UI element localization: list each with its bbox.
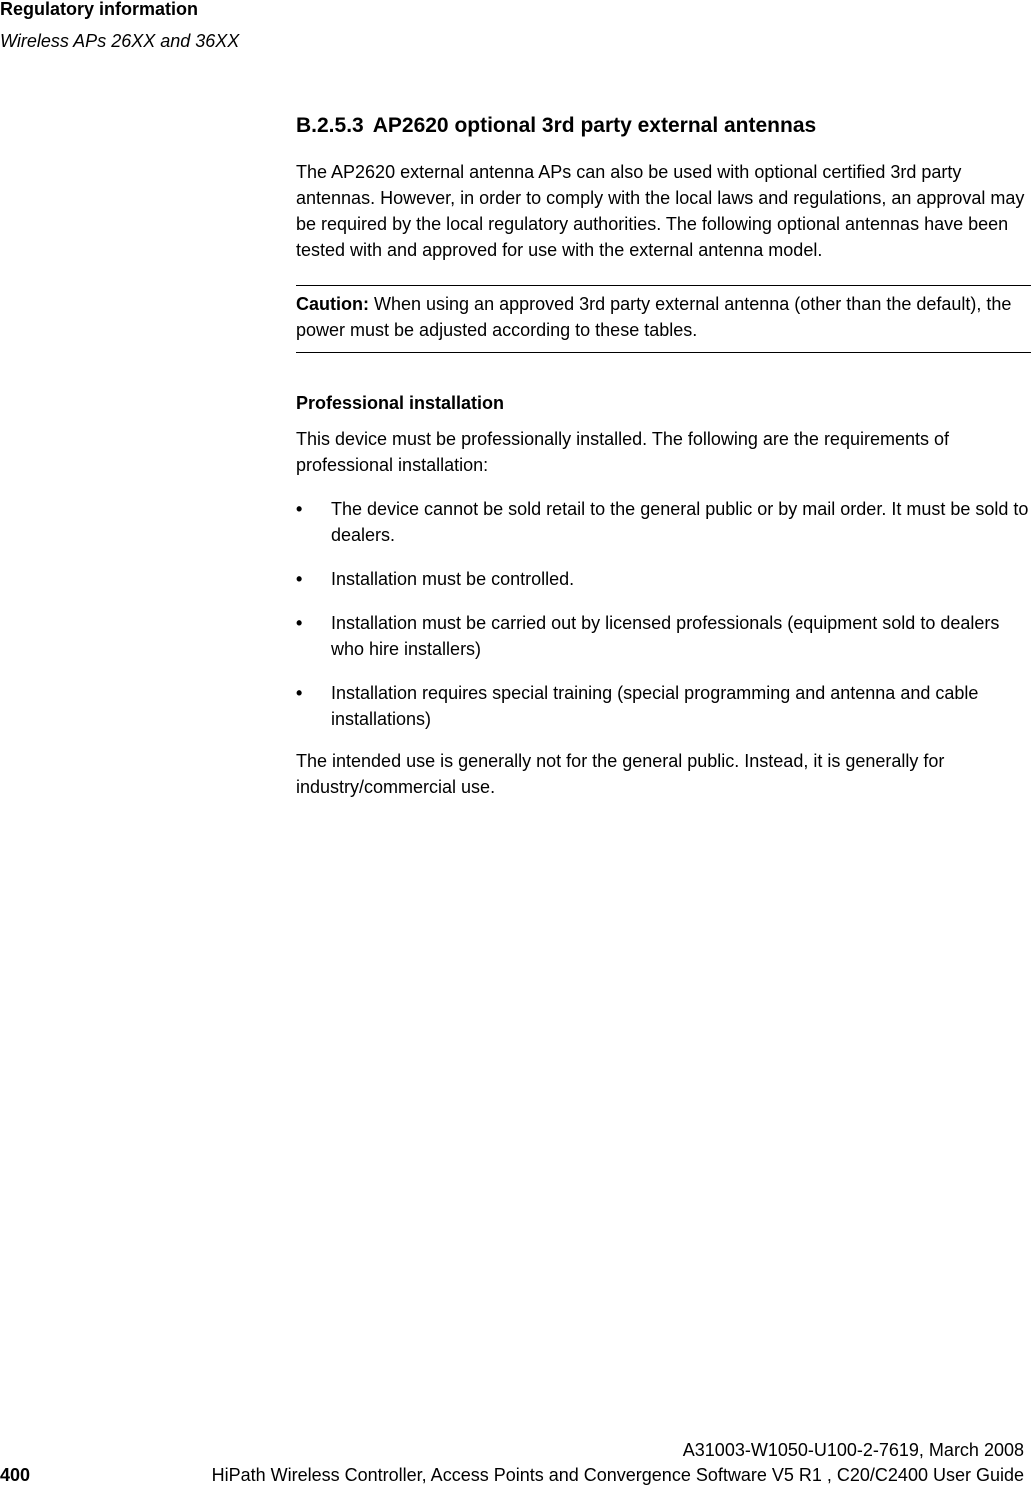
- bullet-icon: •: [296, 569, 303, 589]
- section-title: AP2620 optional 3rd party external antennas: [372, 114, 817, 137]
- running-header-section: Regulatory information: [0, 0, 199, 19]
- section-heading: [296, 112, 1031, 140]
- intro-paragraph: The AP2620 external antenna APs can also be used with optional certified 3rd party antennas. However, in order to comply with the local laws and regulations, an approval may be required by the local regulatory authorities. The following optional antennas have been tested with and approved for use with the external antenna model.: [296, 162, 1025, 260]
- main-content: [296, 112, 1031, 800]
- list-item-text: Installation requires special training (special programming and antenna and cable installations): [331, 683, 979, 729]
- section-number: B.2.5.3: [296, 114, 364, 137]
- requirements-list: [296, 496, 1031, 732]
- list-item: [296, 496, 1031, 548]
- list-item: [296, 680, 1031, 732]
- list-item-text: Installation must be controlled.: [331, 569, 575, 589]
- caution-note: [296, 285, 1031, 353]
- footer-document-id: A31003-W1050-U100-2-7619, March 2008: [682, 1440, 1024, 1460]
- list-item: [296, 566, 1031, 592]
- caution-text: When using an approved 3rd party external antenna (other than the default), the power must be adjusted according to these tables.: [296, 294, 1012, 340]
- professional-installation-heading: Professional installation: [296, 393, 505, 413]
- installation-intro-paragraph: This device must be professionally installed. The following are the requirements of professional installation:: [296, 429, 950, 475]
- caution-label: Caution:: [296, 294, 369, 314]
- list-item-text: The device cannot be sold retail to the general public or by mail order. It must be sold to dealers.: [331, 499, 1029, 545]
- bullet-icon: •: [296, 683, 303, 703]
- footer-page-number: 400: [0, 1465, 31, 1485]
- closing-paragraph: The intended use is generally not for the general public. Instead, it is generally for industry/commercial use.: [296, 751, 945, 797]
- bullet-icon: •: [296, 613, 303, 633]
- bullet-icon: •: [296, 499, 303, 519]
- list-item: [296, 610, 1031, 662]
- footer-guide-title: HiPath Wireless Controller, Access Points and Convergence Software V5 R1 , C20/C2400 User Guide: [211, 1465, 1024, 1485]
- running-header-subsection: Wireless APs 26XX and 36XX: [0, 31, 240, 51]
- list-item-text: Installation must be carried out by licensed professionals (equipment sold to dealers who hire installers): [331, 613, 1000, 659]
